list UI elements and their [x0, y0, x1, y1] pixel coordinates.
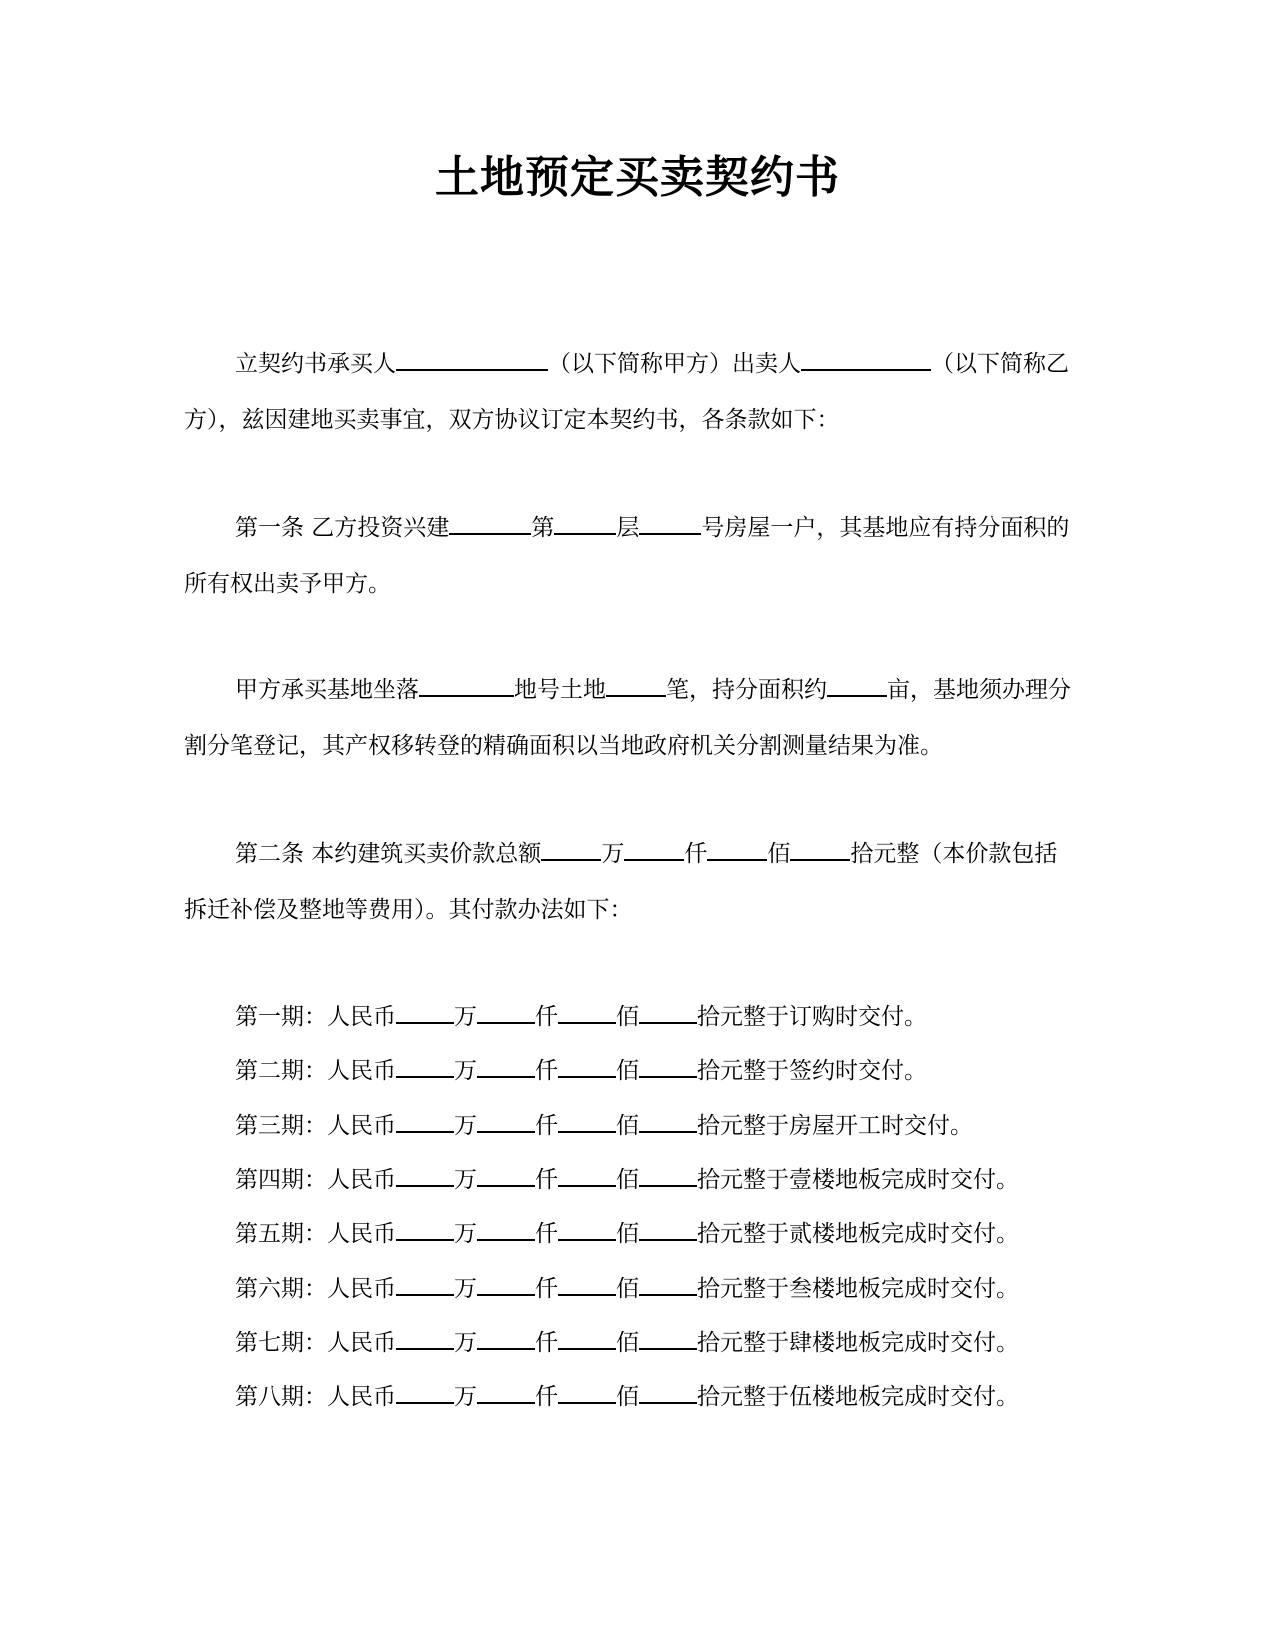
intro-text: （以下简称甲方）出卖人: [548, 351, 801, 377]
amount-shi-blank[interactable]: [639, 1163, 697, 1187]
amount-bai-blank[interactable]: [558, 1109, 616, 1133]
installment-row: [235, 1054, 927, 1086]
article-2-text: 拾元整（本价款包括拆迁补偿及整地等费用）。其付款办法如下：: [184, 841, 1058, 923]
house-number-blank[interactable]: [639, 511, 701, 535]
amount-wan-blank[interactable]: [396, 1380, 454, 1404]
land-paragraph: [184, 662, 1074, 774]
amount-qian-blank[interactable]: [477, 1217, 535, 1241]
article-1-paragraph: [184, 500, 1074, 612]
land-text: 亩，基地须办理分割分笔登记，其产权移转登的精确面积以当地政府机关分割测量结果为准。: [184, 677, 1071, 759]
amount-qian-blank[interactable]: [477, 1163, 535, 1187]
article-2-text: 仟: [684, 841, 708, 867]
installment-row: [235, 1326, 1019, 1358]
seller-name-blank[interactable]: [801, 347, 931, 371]
unit-text: 拾元整于: [697, 1221, 789, 1247]
article-2-text: 第二条 本约建筑买卖价款总额: [235, 841, 542, 867]
unit-text: 仟: [535, 1384, 558, 1410]
installment-row: [235, 1109, 973, 1141]
building-blank[interactable]: [449, 511, 531, 535]
amount-wan-blank[interactable]: [396, 1163, 454, 1187]
installment-row: [235, 1000, 927, 1032]
unit-text: 万: [454, 1167, 477, 1193]
installment-label: 第三期：: [235, 1113, 327, 1139]
amount-shi-blank[interactable]: [639, 1109, 697, 1133]
installment-row: [235, 1272, 1019, 1304]
unit-text: 佰: [616, 1004, 639, 1030]
amount-bai-blank[interactable]: [558, 1054, 616, 1078]
currency-text: 人民币: [327, 1113, 396, 1139]
land-text: 笔，持分面积约: [666, 677, 827, 703]
amount-qian-blank[interactable]: [477, 1054, 535, 1078]
land-text: 甲方承买基地坐落: [235, 677, 419, 703]
land-text: 地号土地: [514, 677, 606, 703]
installment-timing: 签约时交付。: [789, 1058, 927, 1084]
unit-text: 仟: [535, 1276, 558, 1302]
unit-text: 拾元整于: [697, 1058, 789, 1084]
unit-text: 万: [454, 1221, 477, 1247]
amount-qian-blank[interactable]: [477, 1109, 535, 1133]
amount-qian-blank[interactable]: [477, 1380, 535, 1404]
amount-wan-blank[interactable]: [396, 1109, 454, 1133]
installment-label: 第四期：: [235, 1167, 327, 1193]
unit-text: 拾元整于: [697, 1004, 789, 1030]
installment-label: 第二期：: [235, 1058, 327, 1084]
currency-text: 人民币: [327, 1167, 396, 1193]
installment-timing: 房屋开工时交付。: [789, 1113, 973, 1139]
installment-timing: 肆楼地板完成时交付。: [789, 1330, 1019, 1356]
unit-text: 佰: [616, 1276, 639, 1302]
installment-label: 第五期：: [235, 1221, 327, 1247]
amount-shi-blank[interactable]: [639, 1326, 697, 1350]
installment-row: [235, 1217, 1019, 1249]
intro-paragraph: [184, 336, 1074, 448]
unit-text: 万: [454, 1330, 477, 1356]
installment-label: 第八期：: [235, 1384, 327, 1410]
unit-text: 万: [454, 1276, 477, 1302]
currency-text: 人民币: [327, 1384, 396, 1410]
currency-text: 人民币: [327, 1221, 396, 1247]
unit-text: 拾元整于: [697, 1384, 789, 1410]
location-blank[interactable]: [419, 673, 514, 697]
unit-text: 仟: [535, 1221, 558, 1247]
currency-text: 人民币: [327, 1058, 396, 1084]
installment-timing: 伍楼地板完成时交付。: [789, 1384, 1019, 1410]
total-bai-blank[interactable]: [707, 837, 767, 861]
buyer-name-blank[interactable]: [396, 347, 548, 371]
unit-text: 佰: [616, 1167, 639, 1193]
unit-text: 拾元整于: [697, 1113, 789, 1139]
amount-shi-blank[interactable]: [639, 1272, 697, 1296]
amount-wan-blank[interactable]: [396, 1217, 454, 1241]
unit-text: 佰: [616, 1113, 639, 1139]
amount-bai-blank[interactable]: [558, 1000, 616, 1024]
amount-bai-blank[interactable]: [558, 1326, 616, 1350]
amount-wan-blank[interactable]: [396, 1272, 454, 1296]
installment-timing: 订购时交付。: [789, 1004, 927, 1030]
article-1-text: 号房屋一户，其基地应有持分面积的所有权出卖予甲方。: [184, 515, 1070, 597]
unit-text: 拾元整于: [697, 1276, 789, 1302]
installment-label: 第七期：: [235, 1330, 327, 1356]
amount-bai-blank[interactable]: [558, 1217, 616, 1241]
total-shi-blank[interactable]: [790, 837, 850, 861]
amount-shi-blank[interactable]: [639, 1217, 697, 1241]
installment-timing: 贰楼地板完成时交付。: [789, 1221, 1019, 1247]
unit-text: 佰: [616, 1058, 639, 1084]
unit-text: 仟: [535, 1330, 558, 1356]
article-1-text: 第一条 乙方投资兴建: [235, 515, 450, 541]
installment-label: 第六期：: [235, 1276, 327, 1302]
amount-bai-blank[interactable]: [558, 1380, 616, 1404]
intro-text: 立契约书承买人: [235, 351, 396, 377]
installment-timing: 叁楼地板完成时交付。: [789, 1276, 1019, 1302]
total-wan-blank[interactable]: [541, 837, 601, 861]
unit-text: 拾元整于: [697, 1330, 789, 1356]
unit-text: 仟: [535, 1004, 558, 1030]
unit-text: 万: [454, 1384, 477, 1410]
amount-qian-blank[interactable]: [477, 1326, 535, 1350]
currency-text: 人民币: [327, 1330, 396, 1356]
unit-text: 万: [454, 1058, 477, 1084]
article-2-text: 佰: [767, 841, 791, 867]
amount-wan-blank[interactable]: [396, 1000, 454, 1024]
total-qian-blank[interactable]: [624, 837, 684, 861]
intro-text: （以下简称乙方），兹因建地买卖事宜，双方协议订定本契约书，各条款如下：: [184, 351, 1069, 433]
unit-text: 万: [454, 1113, 477, 1139]
unit-text: 仟: [535, 1167, 558, 1193]
installment-row: [235, 1163, 1019, 1195]
amount-qian-blank[interactable]: [477, 1000, 535, 1024]
amount-shi-blank[interactable]: [639, 1380, 697, 1404]
amount-qian-blank[interactable]: [477, 1272, 535, 1296]
floor-blank[interactable]: [554, 511, 616, 535]
unit-text: 佰: [616, 1384, 639, 1410]
parcel-count-blank[interactable]: [606, 673, 666, 697]
area-blank[interactable]: [827, 673, 887, 697]
article-2-paragraph: [184, 826, 1074, 938]
installment-timing: 壹楼地板完成时交付。: [789, 1167, 1019, 1193]
article-2-text: 万: [601, 841, 625, 867]
unit-text: 佰: [616, 1330, 639, 1356]
amount-shi-blank[interactable]: [639, 1000, 697, 1024]
currency-text: 人民币: [327, 1276, 396, 1302]
document-title: 土地预定买卖契约书: [435, 152, 840, 203]
unit-text: 仟: [535, 1113, 558, 1139]
article-1-text: 层: [616, 515, 640, 541]
currency-text: 人民币: [327, 1004, 396, 1030]
unit-text: 佰: [616, 1221, 639, 1247]
amount-bai-blank[interactable]: [558, 1163, 616, 1187]
amount-shi-blank[interactable]: [639, 1054, 697, 1078]
installment-label: 第一期：: [235, 1004, 327, 1030]
amount-bai-blank[interactable]: [558, 1272, 616, 1296]
article-1-text: 第: [531, 515, 555, 541]
unit-text: 仟: [535, 1058, 558, 1084]
unit-text: 拾元整于: [697, 1167, 789, 1193]
amount-wan-blank[interactable]: [396, 1326, 454, 1350]
unit-text: 万: [454, 1004, 477, 1030]
installment-row: [235, 1380, 1019, 1412]
amount-wan-blank[interactable]: [396, 1054, 454, 1078]
